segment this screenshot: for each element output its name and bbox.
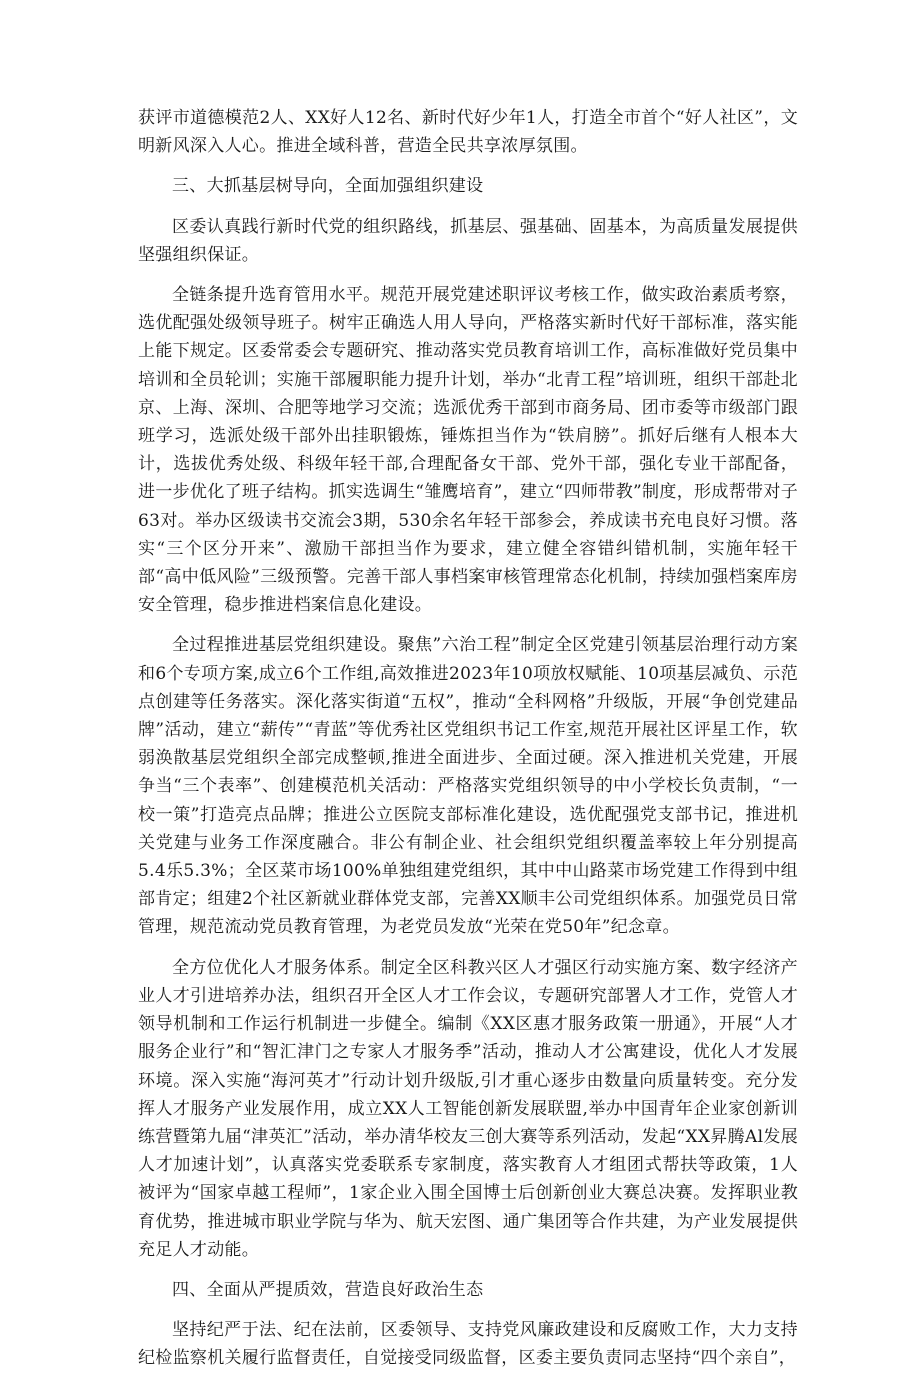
section-heading-3: 三、大抓基层树导向，全面加强组织建设: [172, 176, 484, 197]
section-heading-4: 四、全面从严提质效，营造良好政治生态: [172, 1279, 484, 1300]
paragraph-continuation: 获评市道德模范2人、XX好人12名、新时代好少年1人，打造全市首个“好人社区”，文明新风深入人心。推进全域科普，营造全民共享浓厚氛围。: [138, 108, 798, 157]
paragraph-discipline: 坚持纪严于法、纪在法前，区委领导、支持党风廉政建设和反腐败工作，大力支持纪检监察机关履行监督责任，自觉接受同级监督，区委主要负责同志坚持“四个亲自”，: [138, 1320, 798, 1369]
paragraph-cadre-management: 全链条提升选育管用水平。规范开展党建述职评议考核工作，做实政治素质考察，选优配强处级领导班子。树牢正确选人用人导向，严格落实新时代好干部标准，落实能上能下规定。区委常委会专题研究、推动落实党员教育培训工作，高标准做好党员集中培训和全员轮训；实施干部履职能力提升计划，举办“北青工程”培训班，组织干部赴北京、上海、深圳、合肥等地学习交流；选派优秀干部到市商务局、团市委等市级部门跟班学习，选派处级干部外出挂职锻炼，锤炼担当作为“铁肩膀”。抓好后继有人根本大计，选拔优秀处级、科级年轻干部,合理配备女干部、党外干部，强化专业干部配备，进一步优化了班子结构。抓实选调生“雏鹰培育”，建立“四师带教”制度，形成帮带对子63对。举办区级读书交流会3期，530余名年轻干部参会，养成读书充电良好习惯。落实“三个区分开来”、激励干部担当作为要求，建立健全容错纠错机制，实施年轻干部“高中低风险”三级预警。完善干部人事档案审核管理常态化机制，持续加强档案库房安全管理，稳步推进档案信息化建设。: [138, 285, 798, 616]
paragraph-talent-service: 全方位优化人才服务体系。制定全区科教兴区人才强区行动实施方案、数字经济产业人才引进培养办法，组织召开全区人才工作会议，专题研究部署人才工作，党管人才领导机制和工作运行机制进一步健全。编制《XX区惠才服务政策一册通》，开展“人才服务企业行”和“智汇津门之专家人才服务季”活动，推动人才公寓建设，优化人才发展环境。深入实施“海河英才”行动计划升级版,引才重心逐步由数量向质量转变。充分发挥人才服务产业发展作用，成立XX人工智能创新发展联盟,举办中国青年企业家创新训练营暨第九届“津英汇”活动，举办清华校友三创大赛等系列活动，发起“XX昇腾Al发展人才加速计划”，认真落实党委联系专家制度，落实教育人才组团式帮扶等政策，1人被评为“国家卓越工程师”，1家企业入围全国博士后创新创业大赛总决赛。发挥职业教育优势，推进城市职业学院与华为、航天宏图、通广集团等合作共建，为产业发展提供充足人才动能。: [138, 957, 798, 1260]
document-body: [138, 104, 798, 1373]
paragraph-organization-intro: 区委认真践行新时代党的组织路线，抓基层、强基础、固基本，为高质量发展提供坚强组织保证。: [138, 216, 798, 265]
paragraph-grassroots-party: 全过程推进基层党组织建设。聚焦”六治工程”制定全区党建引领基层治理行动方案和6个专项方案,成立6个工作组,高效推进2023年10项放权赋能、10项基层减负、示范点创建等任务落实。深化落实街道“五权”，推动“全科网格”升级版，开展“争创党建品牌”活动，建立“薪传”“青蓝”等优秀社区党组织书记工作室,规范开展社区评星工作，软弱涣散基层党组织全部完成整顿,推进全面进步、全面过硬。深入推进机关党建，开展争当“三个表率”、创建模范机关活动：严格落实党组织领导的中小学校长负责制，“一校一策”打造亮点品牌；推进公立医院支部标准化建设，选优配强党支部书记，推进机关党建与业务工作深度融合。非公有制企业、社会组织党组织覆盖率较上年分别提高5.4乐5.3%；全区菜市场100%单独组建党组织，其中中山路菜市场党建工作得到中组部肯定；组建2个社区新就业群体党支部，完善XX顺丰公司党组织体系。加强党员日常管理，规范流动党员教育管理，为老党员发放“光荣在党50年”纪念章。: [138, 635, 798, 938]
